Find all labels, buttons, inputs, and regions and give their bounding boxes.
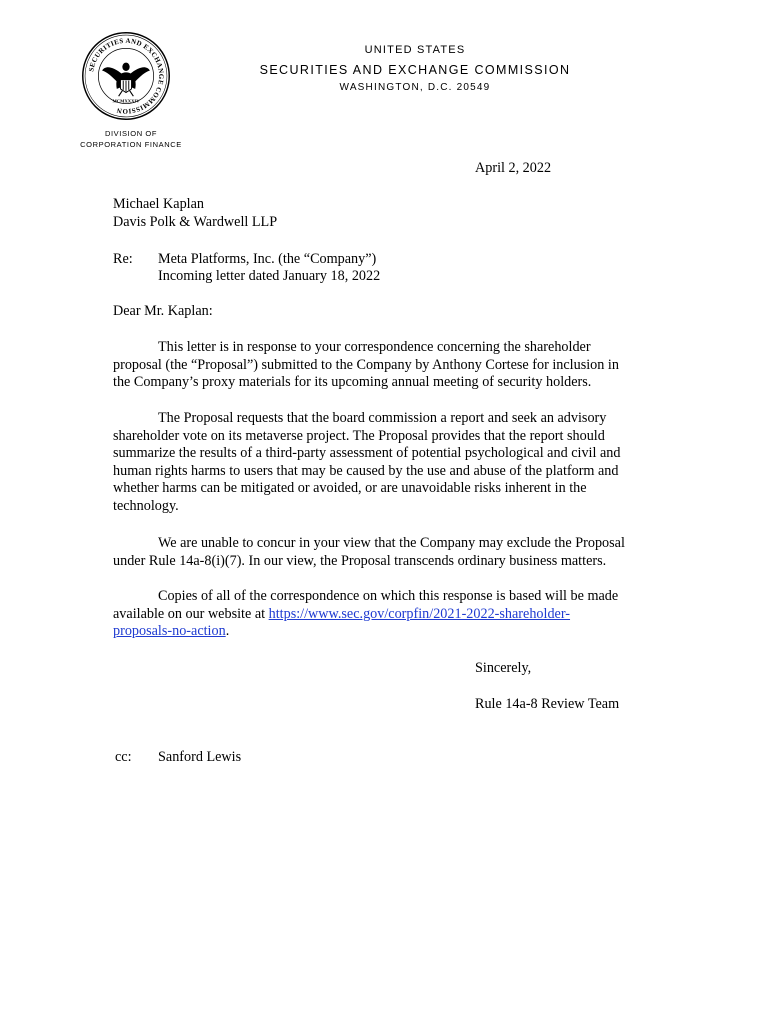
paragraph-1 <box>113 339 673 392</box>
paragraph-2-line: summarize the results of a third-party assessment of potential psychological and civil and <box>113 445 621 462</box>
paragraph-3-line: We are unable to concur in your view that the Company may exclude the Proposal <box>158 535 625 551</box>
closing: Sincerely, <box>475 660 532 676</box>
paragraph-2-line: The Proposal requests that the board commission a report and seek an advisory <box>158 410 607 426</box>
paragraph-1-line: the Company’s proxy materials for its upcoming annual meeting of security holders. <box>113 374 592 391</box>
sec-seal-icon <box>80 30 172 122</box>
no-action-letters-link[interactable]: https://www.sec.gov/corpfin/2021-2022-shareholder- <box>268 605 571 622</box>
recipient-firm: Davis Polk & Wardwell LLP <box>113 214 278 230</box>
paragraph-2-line: technology. <box>113 497 179 514</box>
no-action-letters-link-continued[interactable]: proposals-no-action <box>113 623 226 640</box>
paragraph-1-line: This letter is in response to your correspondence concerning the shareholder <box>158 339 591 355</box>
svg-text:MCMXXXIV: MCMXXXIV <box>112 98 140 104</box>
agency-country: UNITED STATES <box>364 44 466 56</box>
paragraph-4 <box>113 588 673 641</box>
agency-name: SECURITIES AND EXCHANGE COMMISSION <box>259 63 571 77</box>
svg-text:SECURITIES AND EXCHANGE COMMIS: SECURITIES AND EXCHANGE COMMISSION <box>88 37 165 115</box>
division-line-1: DIVISION OF <box>104 129 158 138</box>
paragraph-4-line: Copies of all of the correspondence on which this response is based will be made <box>158 588 619 604</box>
paragraph-1-line: proposal (the “Proposal”) submitted to the Company by Anthony Cortese for inclusion in <box>113 356 619 373</box>
paragraph-2-line: shareholder vote on its metaverse project. The Proposal provides that the report should <box>113 427 605 444</box>
sentence-end: . <box>225 623 230 640</box>
re-label: Re: <box>113 251 133 267</box>
paragraph-2 <box>113 410 673 516</box>
re-subject: Meta Platforms, Inc. (the “Company”) <box>158 251 377 267</box>
paragraph-2-line: human rights harms to users that may be caused by the use and abuse of the platform and <box>113 462 619 479</box>
cc-name: Sanford Lewis <box>158 749 242 765</box>
letter-date: April 2, 2022 <box>475 160 552 176</box>
agency-address: WASHINGTON, D.C. 20549 <box>339 82 491 93</box>
paragraph-2-line: whether harms can be mitigated or avoided, or are unavoidable risks inherent in the <box>113 480 587 497</box>
paragraph-4-line <box>113 623 673 641</box>
re-incoming-letter: Incoming letter dated January 18, 2022 <box>158 268 381 284</box>
signature: Rule 14a-8 Review Team <box>475 696 620 712</box>
division-label <box>62 128 200 150</box>
website-intro: available on our website at <box>113 605 269 622</box>
cc-label: cc: <box>115 749 132 765</box>
recipient-name: Michael Kaplan <box>113 196 204 212</box>
salutation: Dear Mr. Kaplan: <box>113 303 213 319</box>
division-line-2: CORPORATION FINANCE <box>80 140 182 149</box>
paragraph-3 <box>113 535 673 570</box>
paragraph-3-line: under Rule 14a-8(i)(7). In our view, the Proposal transcends ordinary business matters. <box>113 552 607 569</box>
paragraph-4-line <box>113 606 673 624</box>
